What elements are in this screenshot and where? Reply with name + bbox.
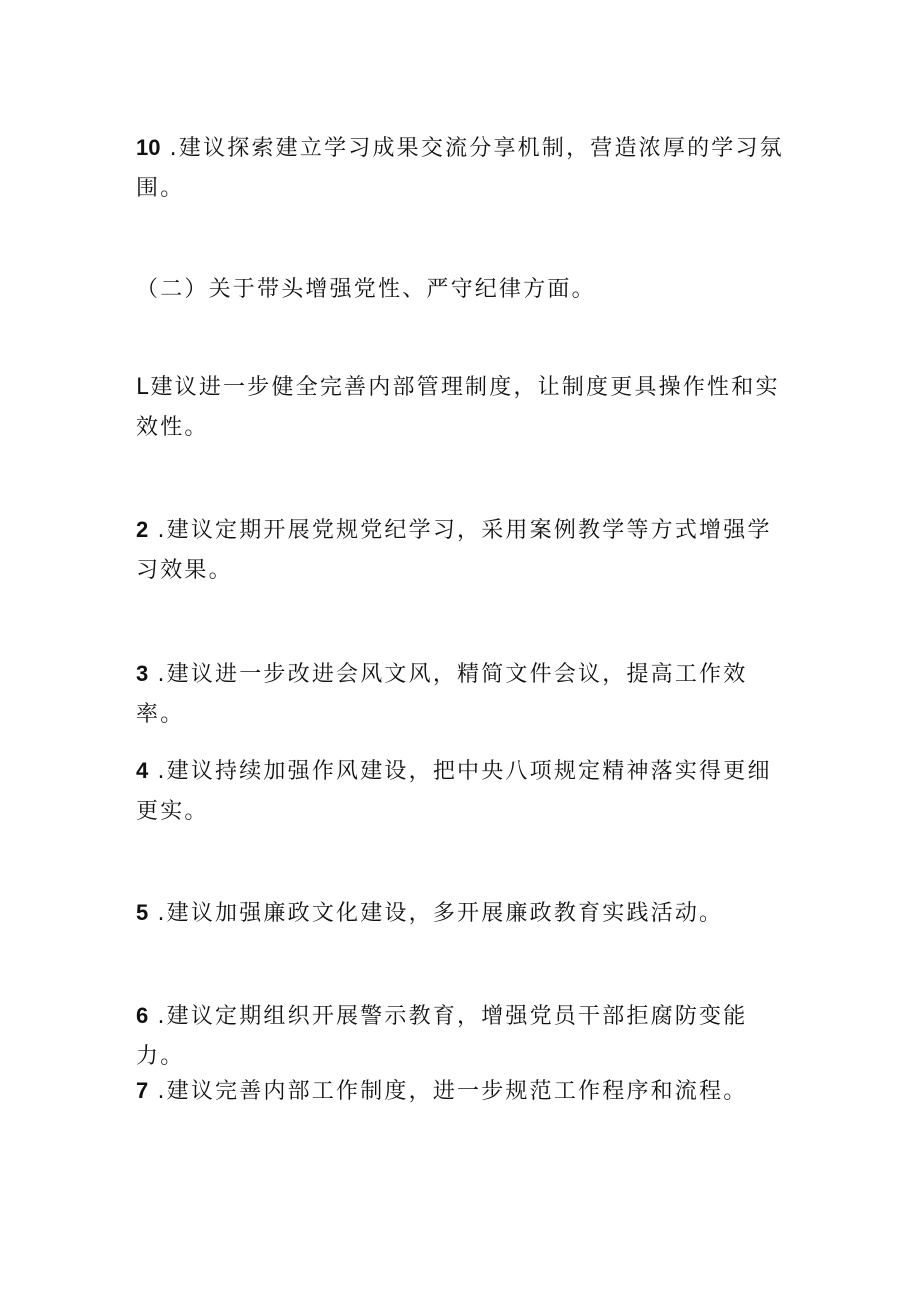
suggestion-4	[136, 751, 786, 832]
item-number: 3	[136, 661, 149, 686]
item-text: .建议定期组织开展警示教育，增强党员干部拒腐防变能力。	[136, 1004, 748, 1069]
suggestion-6	[136, 996, 786, 1077]
item-text: .建议持续加强作风建设，把中央八项规定精神落实得更细更实。	[136, 759, 772, 824]
heading-text: （二）关于带头增强党性、严守纪律方面。	[136, 277, 596, 302]
suggestion-3	[136, 654, 786, 735]
section-heading	[136, 270, 786, 310]
item-number: 5	[136, 900, 149, 925]
item-text: .建议探索建立学习成果交流分享机制，营造浓厚的学习氛围。	[136, 136, 784, 201]
item-number: 7	[136, 1078, 149, 1103]
suggestion-5	[136, 893, 786, 934]
item-number: 4	[136, 758, 149, 783]
item-text: .建议进一步改进会风文风，精简文件会议，提高工作效率。	[136, 662, 748, 727]
item-text: .建议加强廉政文化建设，多开展廉政教育实践活动。	[148, 901, 724, 926]
item-number: 6	[136, 1003, 149, 1028]
suggestion-7	[136, 1071, 786, 1112]
suggestion-10	[136, 128, 786, 209]
item-text: .建议定期开展党规党纪学习，采用案例教学等方式增强学习效果。	[136, 518, 772, 583]
suggestion-2	[136, 510, 786, 591]
item-text: L建议进一步健全完善内部管理制度，让制度更具操作性和实效性。	[136, 375, 780, 440]
suggestion-1	[136, 367, 786, 448]
item-number: 2	[136, 517, 149, 542]
item-text: .建议完善内部工作制度，进一步规范工作程序和流程。	[148, 1079, 748, 1104]
item-number: 10	[136, 135, 161, 160]
